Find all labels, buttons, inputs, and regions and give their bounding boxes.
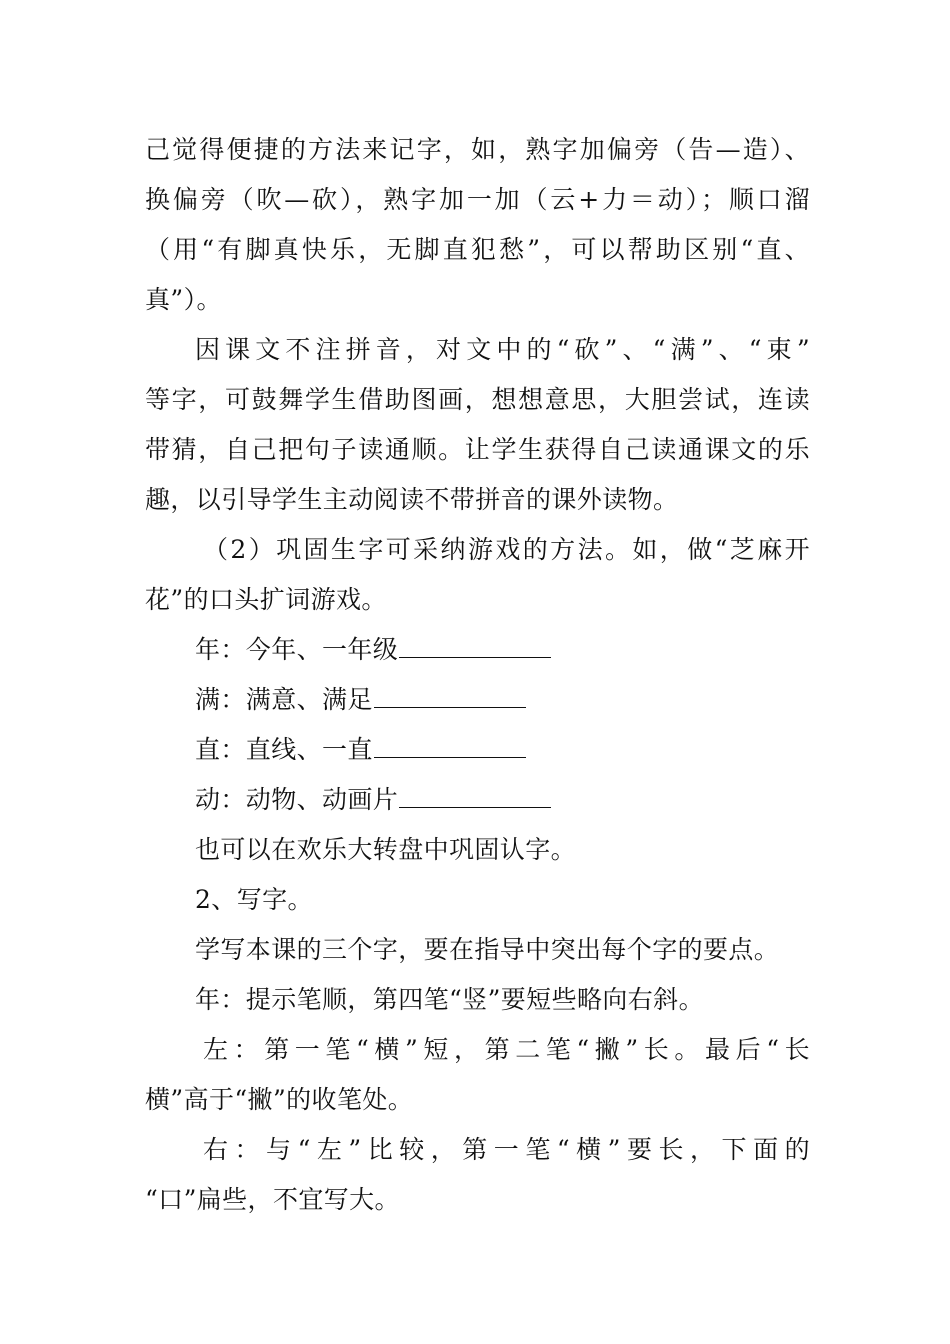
exercise-text: 满：满意、满足 — [195, 685, 373, 714]
exercise-item — [195, 675, 810, 725]
paragraph-3-line-2: 花”的口头扩词游戏。 — [145, 585, 387, 614]
exercise-item — [195, 725, 810, 775]
paragraph-3-line-1: （2）巩固生字可采纳游戏的方法。如，做“芝麻开 — [203, 535, 810, 564]
paragraph-2-line-3: 带猜，自己把句子读通顺。让学生获得自己读通课文的乐 — [145, 435, 810, 464]
paragraph-2-line-2: 等字，可鼓舞学生借助图画，想想意思，大胆尝试，连读 — [145, 385, 810, 414]
paragraph-1-line-3: （用“有脚真快乐，无脚直犯愁”，可以帮助区别“直、 — [145, 235, 810, 264]
paragraph-1-line-4: 真”）。 — [145, 285, 222, 314]
exercise-text: 动：动物、动画片 — [195, 785, 399, 814]
fill-blank-line — [374, 735, 526, 758]
paragraph-4: 也可以在欢乐大转盘中巩固认字。 — [195, 835, 577, 864]
paragraph-9-line-1: 右：与“左”比较，第一笔“横”要长，下面的 — [203, 1135, 810, 1164]
paragraph-6: 学写本课的三个字，要在指导中突出每个字的要点。 — [195, 935, 780, 964]
paragraph-1-line-2: 换偏旁（吹—砍），熟字加一加（云+力＝动）；顺口溜 — [145, 185, 810, 214]
exercise-item — [195, 625, 810, 675]
paragraph-9-line-2: “口”扁些，不宜写大。 — [145, 1185, 400, 1214]
fill-blank-line — [374, 685, 526, 708]
exercise-text: 直：直线、一直 — [195, 735, 373, 764]
paragraph-1-line-1: 己觉得便捷的方法来记字，如，熟字加偏旁（告—造）、 — [145, 135, 810, 164]
exercise-text: 年：今年、一年级 — [195, 635, 399, 664]
paragraph-2-line-4: 趣，以引导学生主动阅读不带拼音的课外读物。 — [145, 485, 679, 514]
paragraph-7: 年：提示笔顺，第四笔“竖”要短些略向右斜。 — [195, 985, 704, 1014]
paragraph-8-line-1: 左：第一笔“横”短，第二笔“撇”长。最后“长 — [203, 1035, 810, 1064]
fill-blank-line — [399, 635, 551, 658]
paragraph-2-line-1: 因课文不注拼音，对文中的“砍”、“满”、“束” — [195, 335, 810, 364]
section-heading-writing: 2、写字。 — [195, 885, 313, 914]
paragraph-8-line-2: 横”高于“撇”的收笔处。 — [145, 1085, 414, 1114]
fill-blank-line — [399, 785, 551, 808]
exercise-item — [195, 775, 810, 825]
